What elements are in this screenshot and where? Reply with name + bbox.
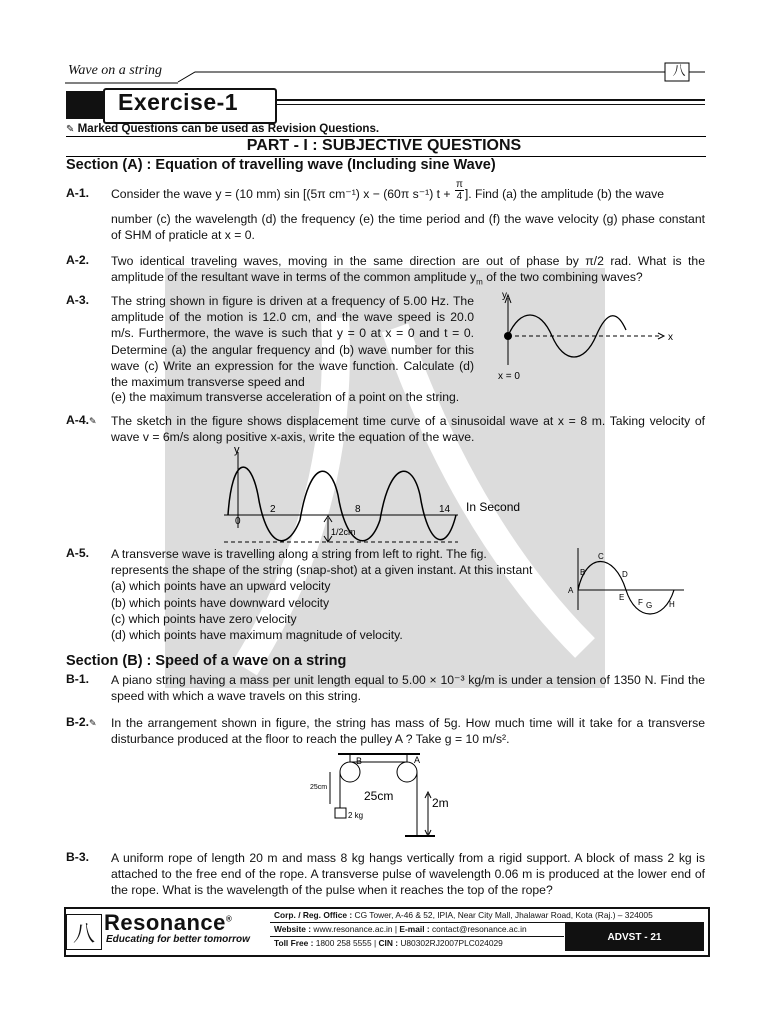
tick-label: 14 <box>439 504 451 515</box>
question-number: A-5. <box>66 546 90 560</box>
question-line: (d) which points have maximum magnitude of velocity. <box>111 628 403 643</box>
origin-label: x = 0 <box>498 371 520 382</box>
footer-tagline: Educating for better tomorrow <box>106 934 250 945</box>
axis-label: y <box>234 444 240 456</box>
question-b3-text: A uniform rope of length 20 m and mass 8 kg hangs vertically from a rigid support. A block of mass 2 kg is attached to the free end of the rope. A transverse pulse of wavelength 0.06 m is produced at the lower end of the rope. What is the wavelength of the pulse when it reaches the top of the rope? <box>111 851 705 898</box>
drive-point <box>504 332 512 340</box>
fraction-denominator: 4 <box>456 191 463 203</box>
axis-label: x <box>668 332 673 343</box>
question-number: B-1. <box>66 672 90 686</box>
question-number <box>66 715 97 729</box>
question-a2-text <box>111 253 705 291</box>
exercise-title: Exercise-1 <box>118 89 239 115</box>
question-number <box>66 413 97 427</box>
pulley-label: A <box>414 755 421 765</box>
question-number: A-2. <box>66 253 90 267</box>
tick-label: 0 <box>235 516 241 527</box>
question-number: B-3. <box>66 850 90 864</box>
question-a4-text: The sketch in the figure shows displacement time curve of a sinusoidal wave at x = 8 m. Taking velocity of wave v = 6m/s along positive x-axis, write the equation of the wave. <box>111 414 705 445</box>
question-text: ]. Find (a) the amplitude (b) the wave <box>464 187 664 201</box>
question-line: (a) which points have an upward velocity <box>111 579 331 594</box>
pencil-icon: ✎ <box>66 124 75 135</box>
height-label: 2m <box>432 796 449 810</box>
website-link[interactable]: www.resonance.ac.in <box>313 924 393 934</box>
brand-name: Resonance <box>104 910 226 935</box>
question-number-text: A-4. <box>66 413 90 427</box>
unit-label: In Second <box>466 500 521 514</box>
amplitude-label: 1/2cm <box>331 527 356 537</box>
header-logo-icon: 八 <box>672 63 686 78</box>
figure-a5-snapshot <box>564 546 694 616</box>
question-number: A-1. <box>66 186 90 200</box>
pulley-label: B <box>356 756 363 766</box>
figure-a4-displacement-time <box>220 440 540 552</box>
registered-mark: ® <box>225 914 233 924</box>
question-b1-text: A piano string having a mass per unit length equal to 5.00 × 10⁻³ kg/m is under a tension of 1350 N. Find the speed with which a wave travels on this string. <box>111 673 705 704</box>
figure-a3-string-wave <box>490 290 690 385</box>
revision-note: Marked Questions can be used as Revision Questions. <box>77 122 380 135</box>
point-label: H <box>669 600 675 609</box>
footer-brand <box>104 910 232 936</box>
tick-label: 8 <box>355 504 361 515</box>
fraction <box>455 179 464 202</box>
footer-corp-row <box>270 909 704 923</box>
section-b-title: Section (B) : Speed of a wave on a string <box>66 653 347 669</box>
point-label: G <box>646 601 653 610</box>
question-text: Two identical traveling waves, moving in the same direction are out of phase by π/2 rad. What is the amplitude of the resultant wave in terms of the common amplitude y <box>111 254 705 285</box>
exercise-banner-line-top <box>275 99 705 101</box>
question-line: (c) which points have zero velocity <box>111 611 297 626</box>
question-a1-line1 <box>111 179 705 203</box>
question-number: A-3. <box>66 293 90 307</box>
footer-info <box>270 909 704 951</box>
point-label: A <box>568 586 574 595</box>
chapter-title: Wave on a string <box>68 63 162 78</box>
question-a3-text: The string shown in figure is driven at a frequency of 5.00 Hz. The amplitude of the motion is 12.0 cm, and the wave speed is 20.0 m/s. Furthermore, the wave is such that y = 0 at x = 0 and t = 0. Determine (a) the angular frequency and (b) wave number for this wave (c) Write an expression for the wave function. Calculate (d) the maximum transverse speed and <box>111 294 474 390</box>
footer-toll-row: Toll Free : 1800 258 5555 | CIN : U80302RJ2007PLC024029 <box>274 938 503 948</box>
resonance-logo-icon: 八 <box>66 914 102 950</box>
question-number-text: B-2. <box>66 715 90 729</box>
footer-value: 1800 258 5555 <box>315 938 372 948</box>
fraction-numerator: π <box>455 179 463 191</box>
pencil-icon: ✎ <box>89 416 97 426</box>
tick-label: 2 <box>270 504 276 515</box>
footer-value: CG Tower, A-46 & 52, IPIA, Near City Mall, Jhalawar Road, Kota (Raj.) – 324005 <box>354 910 653 920</box>
question-line: represents the shape of the string (snap-shot) at a given instant. At this instant <box>111 563 533 578</box>
question-text: Consider the wave y = (10 mm) sin [(5π cm⁻¹) x − (60π s⁻¹) t + <box>111 187 451 201</box>
point-label: D <box>622 570 628 579</box>
part-title: PART - I : SUBJECTIVE QUESTIONS <box>246 137 522 154</box>
footer-label: Website : <box>274 924 312 934</box>
footer-label: CIN : <box>378 938 399 948</box>
point-label: C <box>598 552 604 561</box>
section-a-title: Section (A) : Equation of travelling wave (Including sine Wave) <box>66 157 496 173</box>
exercise-banner-line-bottom <box>275 104 705 105</box>
footer-value: U80302RJ2007PLC024029 <box>400 938 503 948</box>
point-label: B <box>580 568 586 577</box>
footer-label: Toll Free : <box>274 938 314 948</box>
footer-label: E-mail : <box>399 924 430 934</box>
subscript: m <box>476 277 483 287</box>
question-line: (b) which points have downward velocity <box>111 595 330 610</box>
exercise-banner-left <box>66 91 106 119</box>
point-label: F <box>638 598 643 607</box>
question-text: of the two combining waves? <box>482 270 643 285</box>
question-line: A transverse wave is travelling along a string from left to right. The fig. <box>111 547 487 561</box>
page-code-badge: ADVST - 21 <box>565 923 704 951</box>
length-label: 25cm <box>310 784 328 791</box>
pencil-icon: ✎ <box>89 718 97 728</box>
email-link[interactable]: contact@resonance.ac.in <box>431 924 527 934</box>
footer-web-row: Website : www.resonance.ac.in | E-mail : contact@resonance.ac.in <box>270 923 564 937</box>
question-a1-rest: number (c) the wavelength (d) the frequency (e) the time period and (f) the wave velocity (g) phase constant of SHM of praticle at x = 0. <box>111 212 705 243</box>
axis-label: y <box>502 290 507 301</box>
point-label: E <box>619 593 625 602</box>
pulley-a-icon <box>397 762 417 782</box>
question-a3-last: (e) the maximum transverse acceleration of a point on the string. <box>111 390 460 404</box>
mass-block <box>335 808 346 818</box>
figure-b2-pulley <box>310 752 480 844</box>
mass-label: 2 kg <box>348 811 364 820</box>
question-b2-text: In the arrangement shown in figure, the string has mass of 5g. How much time will it take for a transverse disturbance produced at the floor to reach the pulley A ? Take g = 10 m/s². <box>111 716 705 747</box>
footer-label: Corp. / Reg. Office : <box>274 910 353 920</box>
length-label: 25cm <box>364 789 394 803</box>
question-a5-text <box>111 546 541 643</box>
